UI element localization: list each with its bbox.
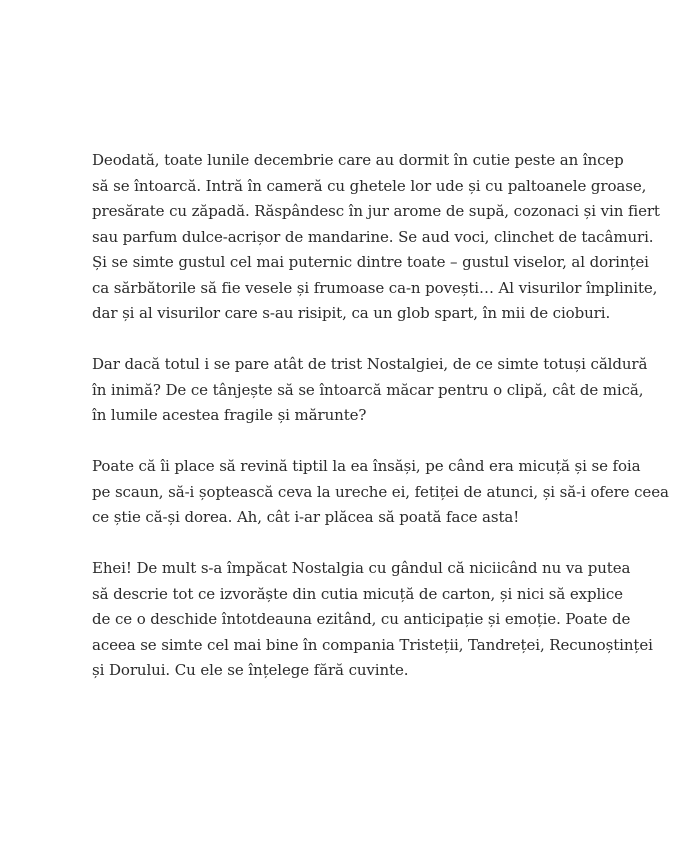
text-line: pe scaun, să-i șoptească ceva la ureche ei, fetiței de atunci, și să-i ofere ceea bbox=[92, 482, 669, 501]
text-line: și Dorului. Cu ele se înțelege fără cuvinte. bbox=[92, 661, 409, 679]
paragraph-3 bbox=[92, 454, 669, 531]
text-line: Deodată, toate lunile decembrie care au dormit în cutie peste an încep bbox=[92, 151, 624, 169]
text-line: ce știe că-și dorea. Ah, cât i-ar plăcea să poată face asta! bbox=[92, 508, 520, 526]
text-line: presărate cu zăpadă. Răspândesc în jur arome de supă, cozonaci și vin fiert bbox=[92, 202, 660, 220]
text-line: aceea se simte cel mai bine în compania Tristeții, Tandreței, Recunoștinței bbox=[92, 635, 653, 654]
paragraph-2 bbox=[92, 352, 648, 429]
paragraph-1 bbox=[92, 148, 660, 327]
text-line: în lumile acestea fragile și mărunte? bbox=[92, 406, 367, 424]
text-line: să descrie tot ce izvorăște din cutia micuță de carton, și nici să explice bbox=[92, 584, 623, 603]
text-line: sau parfum dulce-acrișor de mandarine. Se aud voci, clinchet de tacâmuri. bbox=[92, 227, 654, 246]
text-line: Ehei! De mult s-a împăcat Nostalgia cu gândul că niciicând nu va putea bbox=[92, 559, 631, 577]
text-line: Și se simte gustul cel mai puternic dintre toate – gustul viselor, al dorinței bbox=[92, 253, 649, 271]
text-line: în inimă? De ce tânjește să se întoarcă măcar pentru o clipă, cât de mică, bbox=[92, 380, 644, 399]
text-line: Dar dacă totul i se pare atât de trist Nostalgiei, de ce simte totuși căldură bbox=[92, 355, 648, 373]
text-line: să se întoarcă. Intră în cameră cu ghetele lor ude și cu paltoanele groase, bbox=[92, 176, 647, 195]
text-line: Poate că îi place să revină tiptil la ea însăși, pe când era micuță și se foia bbox=[92, 457, 641, 475]
text-line: dar și al visurilor care s-au risipit, ca un glob spart, în mii de cioburi. bbox=[92, 304, 611, 322]
text-line: de ce o deschide întotdeauna ezitând, cu anticipație și emoție. Poate de bbox=[92, 610, 631, 628]
paragraph-4 bbox=[92, 556, 653, 684]
body-text bbox=[92, 148, 669, 709]
text-line: ca sărbătorile să fie vesele și frumoase ca-n povești… Al visurilor împlinite, bbox=[92, 278, 658, 297]
